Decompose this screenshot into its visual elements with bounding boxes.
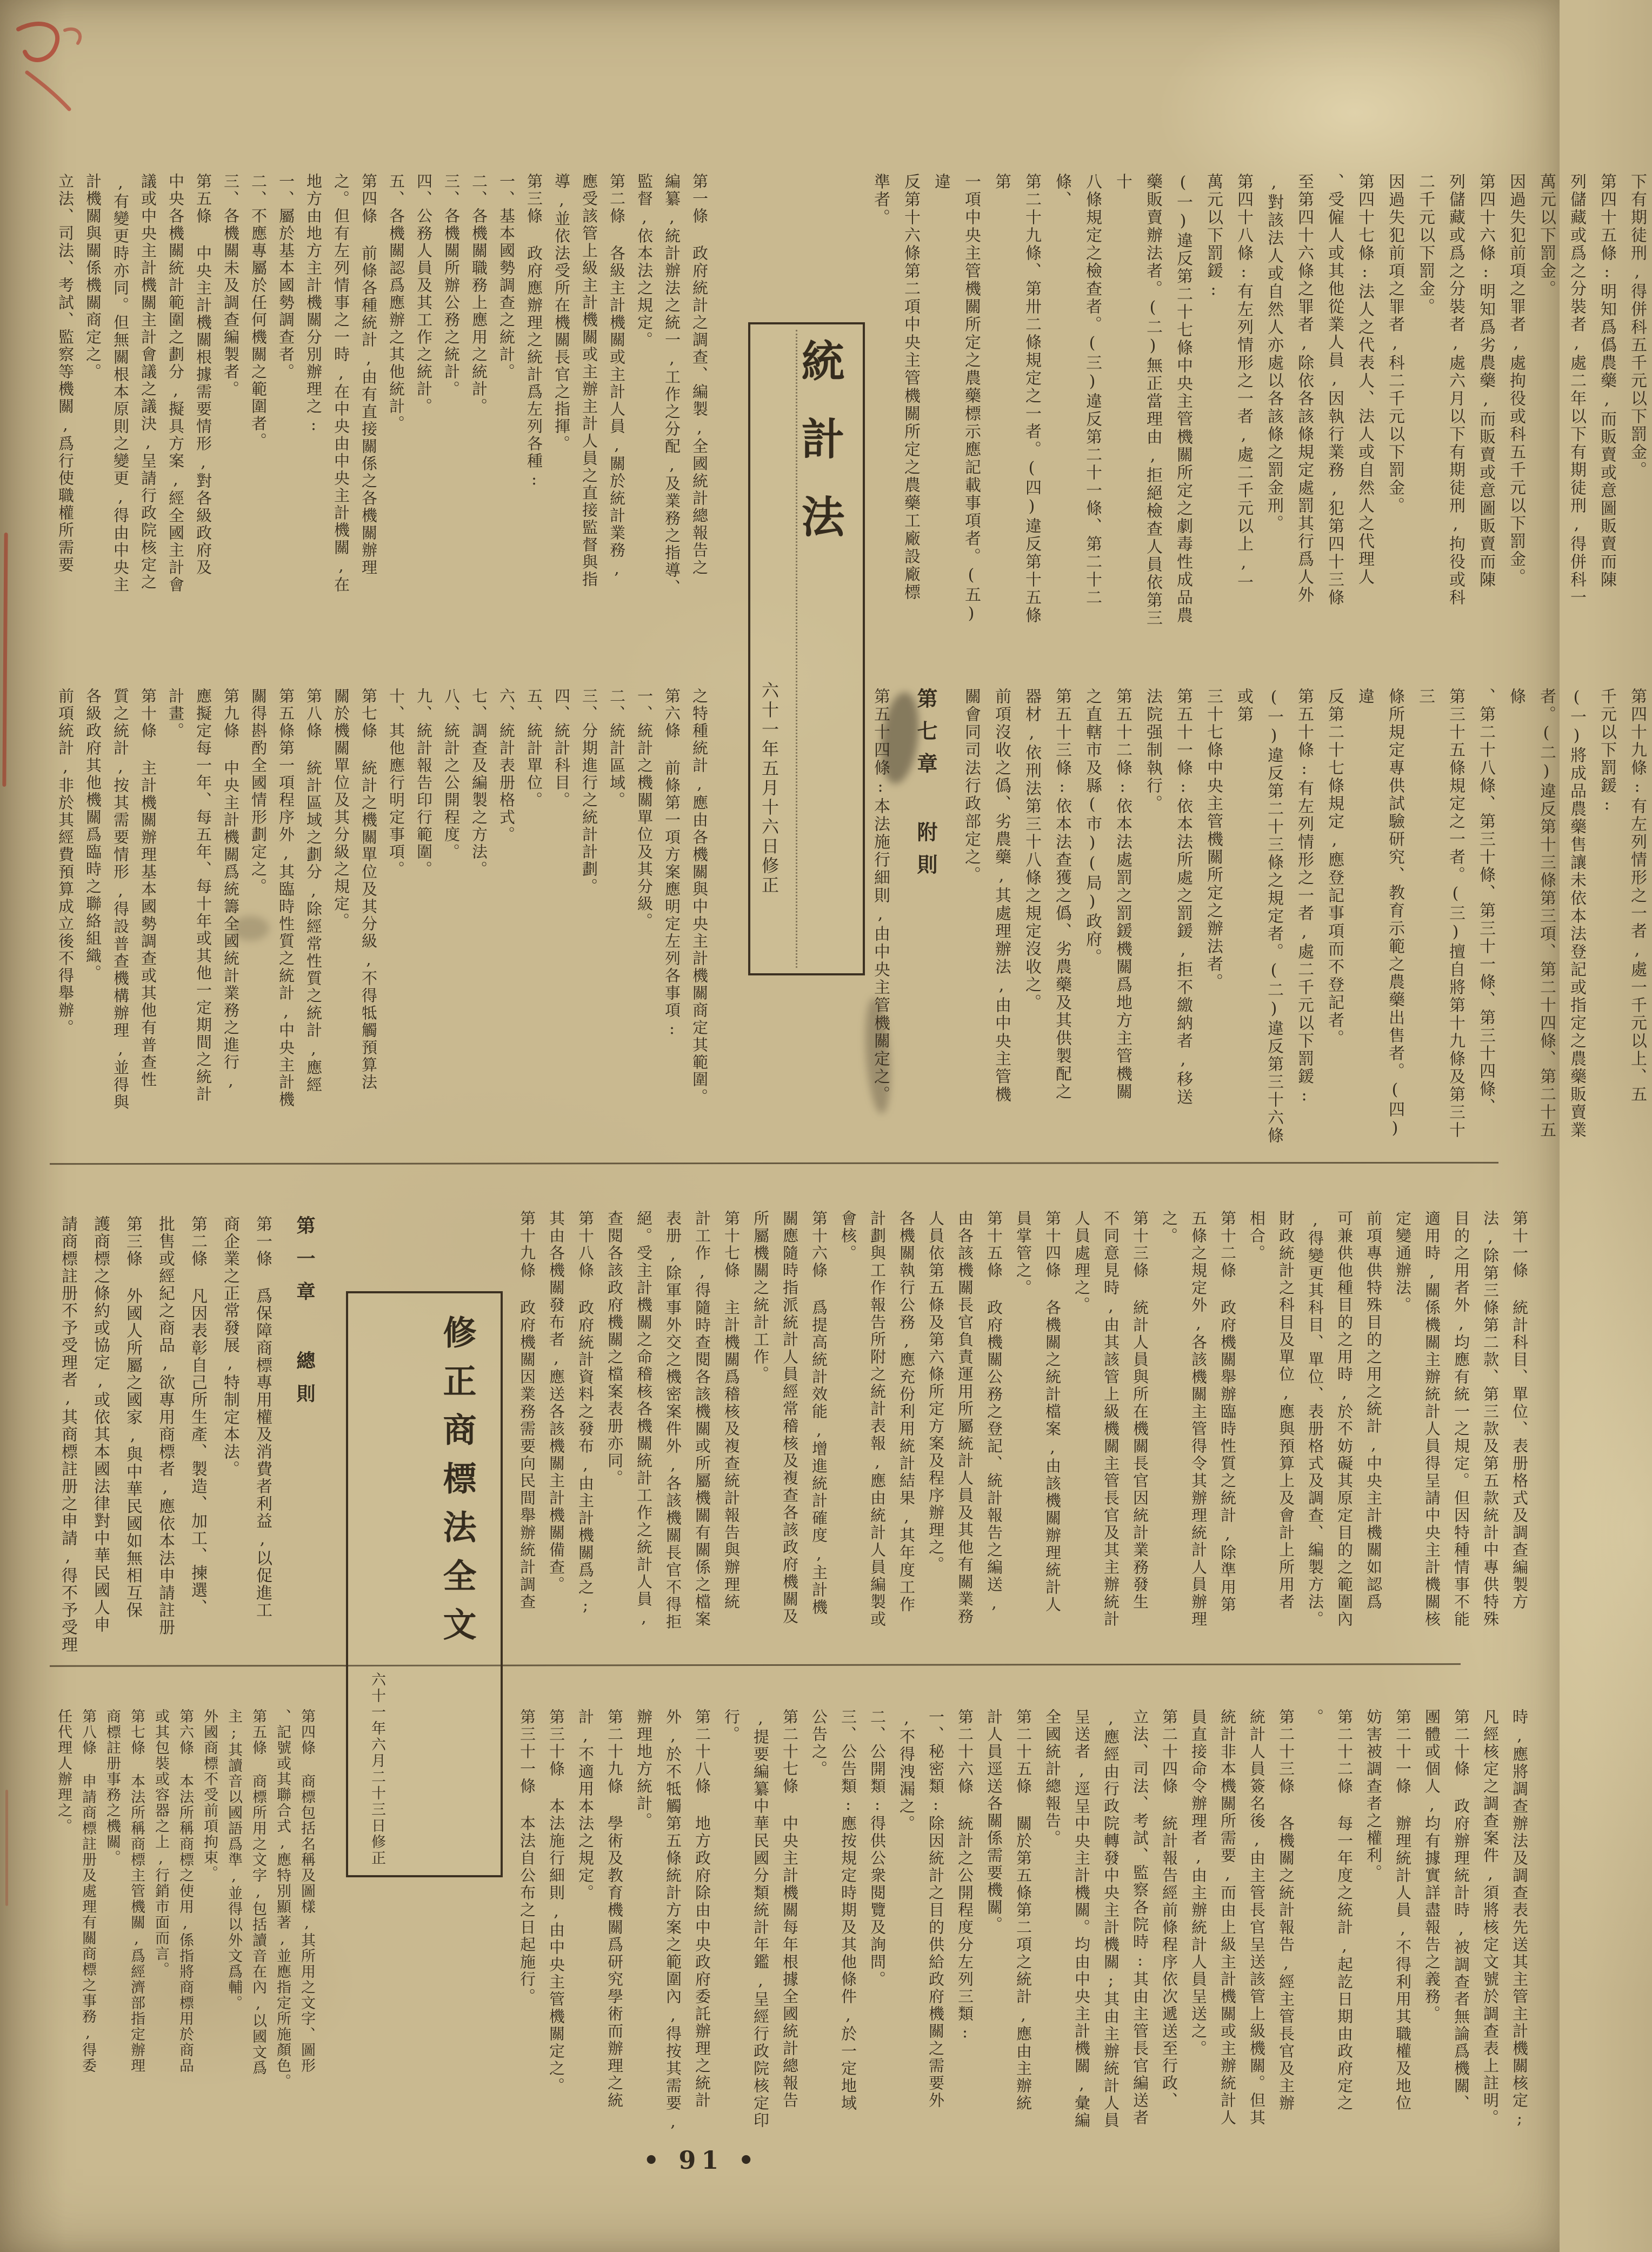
pesticide-law-column: 第五十四條:本法施行細則,由中央主管機關定之。 bbox=[871, 688, 890, 1104]
pesticide-law-column: 第五十一條:依本法所處之罰鍰,拒不繳納者,移送 bbox=[1174, 688, 1193, 1106]
pesticide-law-column: 第五十三條:依本法查獲之僞、劣農藥及其供製配之 bbox=[1053, 688, 1071, 1101]
red-pencil-margin-line bbox=[5, 1790, 8, 1906]
statistics-law-column: 議或中央主計機關主計會議之議決,呈請行政院核定之 bbox=[139, 173, 157, 591]
statistics-law-column: 行。 bbox=[722, 1709, 741, 1743]
statistics-law-column: 應受該管上級主計機關或主辦主計人員之直接監督與指 bbox=[580, 173, 598, 588]
statistics-law-column: 關於機關單位及其分級之規定。 bbox=[332, 688, 350, 930]
statistics-law-column: 五、各機關認爲應辦之其他統計。 bbox=[387, 173, 405, 433]
statistics-law-column: 第五條第一項程序外,其臨時性質之統計,中央主計機 bbox=[277, 688, 295, 1108]
statistics-law-column: 表册,除軍事外交之機密案件外,各該機關長官不得拒 bbox=[664, 1210, 682, 1631]
pesticide-law-column: 第四十七條:法人之代表人、法人或自然人之代理人 bbox=[1355, 173, 1374, 586]
statistics-law-column: 第十四條 各機關之統計檔案,由該機關辦理統計人 bbox=[1043, 1210, 1062, 1613]
statistics-law-column: 各級政府其他機關爲臨時之聯絡組織。 bbox=[84, 688, 102, 982]
statistics-law-column: 適用時,關係機關主辦統計人員得呈請中央主計機關核 bbox=[1423, 1210, 1441, 1628]
statistics-law-column: 統計人員簽名後,由主管長官呈送該管上級機關。但其 bbox=[1248, 1709, 1266, 2127]
statistics-law-column: 九、統計報告印行範圍。 bbox=[415, 688, 433, 878]
statistics-law-column: 立法、司法、考試、監察各院時:其由主管長官編送者 bbox=[1131, 1709, 1149, 2127]
trademark-law-text-strip-1 bbox=[51, 1215, 330, 1668]
statistics-law-column: 第十三條 統計人員與所在機關長官因統計業務發生 bbox=[1131, 1210, 1149, 1611]
statistics-law-column: 四、公務人員及其工作之統計。 bbox=[415, 173, 433, 415]
statistics-law-column: 第二十六條 統計之公開程度分左列三類: bbox=[956, 1709, 974, 2043]
pesticide-law-column: 第四十九條:有左列情形之一者,處一千元以上、五 bbox=[1628, 688, 1647, 1104]
pesticide-law-end-section bbox=[865, 173, 1647, 1152]
statistics-law-section-bottom bbox=[512, 1210, 1546, 2143]
trademark-law-column: 或其包裝或容器之上,行銷市面而言。 bbox=[152, 1709, 169, 1977]
pesticide-law-text-strip-2 bbox=[865, 688, 1652, 1152]
trademark-law-column: 第一條 爲保障商標專用權及消費者利益,以促進工 bbox=[253, 1215, 272, 1619]
statistics-law-column: 第十一條 統計科目、單位、表册格式及調查編製方 bbox=[1510, 1210, 1529, 1611]
statistics-law-column: 立法、司法、考試、監察等機關,爲行使職權所需要 bbox=[56, 173, 75, 574]
section-divider-rule bbox=[50, 1162, 1498, 1165]
pesticide-law-column: 第三十五條規定之一者。(三)擅自將第十九條及第三十三 bbox=[1416, 688, 1465, 1139]
pesticide-law-column: 關會同司法行政部定之。 bbox=[962, 688, 981, 884]
statistics-law-column: ,應經由行政院轉發中央主計機關;其由主辦統計人員 bbox=[1102, 1709, 1120, 2129]
statistics-law-column: 計工作,得隨時查閱各該機關或所屬機關有關係之檔案 bbox=[693, 1210, 711, 1628]
trademark-law-column: 主;其讀音以國語爲準,並得以外文爲輔。 bbox=[225, 1709, 242, 2011]
statistics-law-column: 第八條 統計區域之劃分,除經常性質之統計,應經 bbox=[304, 688, 323, 1094]
statistics-law-column: 妨害被調查者之權利。 bbox=[1364, 1709, 1383, 1882]
statistics-law-column: 六、統計表册格式。 bbox=[497, 688, 516, 843]
statistics-law-column: 第五條 中央主計機關根據需要情形,對各級政府及 bbox=[194, 173, 212, 576]
statistics-law-column: 一、統計之機關單位及其分級。 bbox=[635, 688, 654, 930]
statistics-law-column: 全國統計總報告。 bbox=[1043, 1709, 1062, 1847]
pesticide-law-column: (一)違反第二十七條中央主管機關所定之劇毒性成品農 bbox=[1174, 173, 1193, 625]
pesticide-law-column: 八條規定之檢查者。(三)違反第二十一條、第二十二條、 bbox=[1053, 173, 1102, 607]
statistics-law-column: 會核。 bbox=[839, 1210, 857, 1262]
statistics-law-text-strip-2 bbox=[51, 688, 713, 1152]
statistics-law-column: ,得變更其科目、單位、表册格式及調查、編製方法。 bbox=[1306, 1210, 1324, 1628]
pesticide-law-column: 第四十五條:明知爲僞農藥,而販賣或意圖販賣而陳 bbox=[1597, 173, 1616, 589]
statistics-law-column: 八、統計之公開程度。 bbox=[442, 688, 461, 861]
statistics-law-column: 五條之規定外,各該機關主管得令其辦理統計人員辦理 bbox=[1189, 1210, 1208, 1628]
pesticide-law-column: 二千元以下罰金。 bbox=[1416, 173, 1435, 316]
statistics-law-column: 前項專供特殊目的之用之統計,中央主計機關如認爲 bbox=[1364, 1210, 1383, 1611]
pesticide-law-column: (一)將成品農藥售讓未依本法登記或指定之農藥販賣業 bbox=[1567, 688, 1586, 1139]
statistics-law-column: 前項統計,非於其經費預算成立後不得舉辦。 bbox=[56, 688, 75, 1037]
statistics-law-column: 一、秘密類:除因統計之目的供給政府機關之需要外 bbox=[927, 1709, 945, 2109]
statistics-law-column: 第六條 前條第一項方案應明定左列各事項: bbox=[663, 688, 681, 1039]
pesticide-law-column: 列儲藏或爲之分裝者,處六月以下有期徒刑,拘役或科 bbox=[1446, 173, 1465, 607]
statistics-law-column: 第三十一條 本法自公布之日起施行。 bbox=[518, 1709, 536, 2005]
pesticide-law-column: 條所規定專供試驗研究、教育示範之農藥出售者。(四)違 bbox=[1355, 688, 1404, 1139]
trademark-law-column: 第五條 商標所用之文字,包括讀音在內,以國文爲 bbox=[250, 1709, 267, 2076]
trademark-law-title-box bbox=[346, 1291, 503, 1877]
pesticide-law-column: 準者。 bbox=[871, 173, 890, 227]
statistics-law-column: 凡經核定之調查案件,須將核定文號於調查表上註明。 bbox=[1481, 1709, 1500, 2127]
pesticide-law-column: 第二十九條、第卅二條規定之一者。(四)違反第十五條第 bbox=[992, 173, 1041, 625]
statistics-law-column: 第二十五條 關於第五條第二項之統計,應由主辦統 bbox=[1014, 1709, 1032, 2112]
statistics-law-column: 第七條 統計之機關單位及其分級,不得牴觸預算法 bbox=[359, 688, 378, 1091]
statistics-law-column: 公告之。 bbox=[810, 1709, 828, 1778]
pesticide-law-column: 千元以下罰鍰: bbox=[1597, 688, 1616, 815]
statistics-law-column: 呈送者,逕呈中央主計機關。均由中央主計機關,彙編 bbox=[1073, 1709, 1091, 2129]
statistics-law-column: 之特種統計,應由各機關與中央主計機關商定其範圍。 bbox=[690, 688, 709, 1106]
statistics-law-column: 之。但有左列情事之一時,在中央由中央主計機關,在 bbox=[332, 173, 350, 594]
statistics-law-column: 質之統計,按其需要情形,得設普查機構辦理,並得與 bbox=[111, 688, 130, 1111]
pesticide-law-column: 第四十六條:明知爲劣農藥,而販賣或意圖販賣而陳 bbox=[1476, 173, 1495, 589]
statistics-law-column: 一、屬於基本國勢調查者。 bbox=[277, 173, 295, 381]
trademark-law-column: 商標註册事務之機關。 bbox=[104, 1709, 121, 1865]
statistics-law-column: 二、公開類:得供公衆閱覽及詢問。 bbox=[868, 1709, 887, 1988]
statistics-law-column: 第二十條 政府辦理統計時,被調查者無論爲機關、 bbox=[1452, 1709, 1470, 2112]
statistics-law-column: 第十六條 爲提高統計效能,增進統計確度,主計機 bbox=[810, 1210, 828, 1616]
statistics-law-column: 第四條 前條各種統計,由有直接關係之各機關辦理 bbox=[359, 173, 378, 576]
statistics-law-column: 時,應將調查辦法及調查表先送其主管主計機關核定; bbox=[1510, 1709, 1529, 2129]
statistics-law-column: 相合。 bbox=[1248, 1210, 1266, 1262]
pesticide-law-column: 、第二十八條、第三十條、第三十一條、第三十四條、 bbox=[1476, 688, 1495, 1116]
statistics-law-column: 十、其他應行明定事項。 bbox=[387, 688, 405, 878]
statistics-law-column: 計人員逕送各關係需要機關。 bbox=[985, 1709, 1003, 1934]
statistics-law-column: 可兼供他種目的之用時,於不妨礙其原定目的之範圍內 bbox=[1335, 1210, 1354, 1628]
statistics-law-column: 由各該機關長官負責運用所屬統計人員及其他有關業務 bbox=[956, 1210, 974, 1625]
statistics-law-column: 第十條 主計機關辦理基本國勢調查或其他有普查性 bbox=[139, 688, 157, 1088]
statistics-law-column: 計畫。 bbox=[166, 688, 185, 740]
page-number: • 91 • bbox=[643, 2145, 760, 2175]
statistics-law-column: 第九條 中央主計機關爲統籌全國統計業務之進行, bbox=[222, 688, 240, 1091]
statistics-law-column: 三、分期進行之統計計劃。 bbox=[580, 688, 598, 895]
statistics-law-column: 所屬機關之統計工作。 bbox=[751, 1210, 770, 1383]
statistics-law-column: 計,不適用本法之規定。 bbox=[576, 1709, 595, 1902]
statistics-law-column: 編纂,統計辦法之統一,工作之分配,及業務之指導、 bbox=[663, 173, 681, 596]
pesticide-law-column: 器材,依刑法第三十八條之規定沒收之。 bbox=[1022, 688, 1041, 1012]
trademark-law-column: 批售或經紀之商品,欲專用商標者,應依本法申請註册 bbox=[156, 1215, 175, 1636]
statistics-law-column: 員直接命令辦理者,由主辦統計人員呈送之。 bbox=[1189, 1709, 1208, 2057]
pesticide-law-column: 反第二十七條規定,應登記事項而不登記者。 bbox=[1325, 688, 1344, 1047]
pesticide-law-column: 列儲藏或爲之分裝者,處二年以下有期徒刑,得併科一 bbox=[1567, 173, 1586, 607]
statistics-law-column: 二、統計區域。 bbox=[608, 688, 626, 809]
statistics-law-text-strip-1 bbox=[51, 173, 713, 638]
trademark-law-column: 外國商標不受前項拘束。 bbox=[201, 1709, 218, 1881]
statistics-law-title: 統計法 bbox=[794, 338, 845, 572]
statistics-law-column: 計機關與關係機關商定之。 bbox=[84, 173, 102, 381]
pesticide-law-column: 至第四十六條之罪者,除依各該條規定處罰其行爲人外 bbox=[1295, 173, 1314, 604]
statistics-law-column: 第二十四條 統計報告經前條程序依次遞送至行政、 bbox=[1160, 1709, 1178, 2109]
statistics-law-column: 絕。受主計機關之命稽核各機關統計工作之統計人員, bbox=[635, 1210, 653, 1628]
pesticide-law-column: 萬元以下罰金。 bbox=[1537, 173, 1556, 298]
pesticide-law-column: 、受僱人或其他從業人員,因執行業務,犯第四十三條 bbox=[1325, 173, 1344, 607]
statistics-law-column: 員掌管之。 bbox=[1014, 1210, 1032, 1297]
statistics-law-amendment-date: 六十一年五月十六日修正 bbox=[759, 681, 780, 895]
statistics-law-column: 二、不應專屬於任何機關之範圍者。 bbox=[249, 173, 268, 450]
statistics-law-column: 定變通辦法。 bbox=[1394, 1210, 1412, 1314]
statistics-law-column: 第一條 政府統計之調查、編製,全國統計總報告之 bbox=[690, 173, 709, 576]
statistics-law-column: 監督,依本法之規定。 bbox=[635, 173, 654, 349]
statistics-law-column: 法,除第三條第二款、第三款及第五款統計中專供特殊 bbox=[1481, 1210, 1500, 1628]
statistics-law-column: 第十八條 政府統計資料之發布,由主計機關爲之; bbox=[576, 1210, 595, 1616]
statistics-law-column: ,有變更時亦同。但無關根本原則之變更,得由中央主 bbox=[111, 173, 130, 594]
trademark-law-column: 任代理人辦理之。 bbox=[55, 1709, 72, 1834]
statistics-law-column: 查閱各該政府機關之檔案表册亦同。 bbox=[605, 1210, 624, 1487]
trademark-law-column: 第三條 外國人所屬之國家,與中華民國如無相互保 bbox=[123, 1215, 142, 1619]
statistics-law-column: 二、各機關職務上應用之統計。 bbox=[470, 173, 488, 415]
statistics-law-column: 地方由地方主計機關分別辦理之: bbox=[304, 173, 323, 435]
pesticide-law-column: 藥販賣辦法者。(二)無正當理由,拒絕檢查人員依第三十 bbox=[1113, 173, 1162, 627]
pesticide-law-column: 第五十二條:依本法處罰之罰鍰機關爲地方主管機關 bbox=[1113, 688, 1132, 1101]
statistics-law-column: 三、公告類:應按規定時期及其他條件,於一定地域 bbox=[839, 1709, 857, 2112]
statistics-law-column: 導,並依法受所在機關長官之指揮。 bbox=[552, 173, 571, 453]
statistics-law-column: 應擬定每一年、每五年、每十年或其他一定期間之統計 bbox=[194, 688, 212, 1103]
statistics-law-column: 第十九條 政府機關因業務需要向民間舉辦統計調查 bbox=[518, 1210, 536, 1611]
statistics-law-column: ,提要編纂中華民國分類統計年鑑,呈經行政院核定印 bbox=[751, 1709, 770, 2129]
trademark-law-amendment-date: 六十一年六月二十三日修正 bbox=[369, 1672, 385, 1866]
pesticide-law-column: 萬元以下罰鍰: bbox=[1204, 173, 1223, 301]
statistics-law-column: 各機關執行公務,應充份利用統計結果,其年度工作 bbox=[897, 1210, 916, 1613]
trademark-law-column: 第七條 本法所稱商標主管機關,爲經濟部指定辦理 bbox=[128, 1709, 145, 2074]
pesticide-law-column: 三十七條中央主管機關所定之辦法者。 bbox=[1204, 688, 1223, 991]
trademark-law-section bbox=[51, 1215, 324, 2143]
chapter-heading-general-provisions: 第一章 總則 bbox=[294, 1215, 316, 1417]
statistics-law-column: 第二十一條 辦理統計人員,不得利用其職權及地位 bbox=[1394, 1709, 1412, 2112]
statistics-law-column: 五、統計單位。 bbox=[525, 688, 543, 809]
pesticide-law-column: 因過失犯前項之罪者,處拘役或科五千元以下罰金。 bbox=[1507, 173, 1526, 586]
pesticide-law-column: 第四十八條:有左列情形之一者,處二千元以上,一 bbox=[1234, 173, 1253, 592]
statistics-law-column: 第三條 政府應辦理之統計爲左列各種: bbox=[525, 173, 543, 490]
statistics-law-column: 統計非本機關所需要,而由上級主計機關或主辦統計人 bbox=[1218, 1709, 1237, 2127]
pesticide-law-column: 因過失犯前項之罪者,科二千元以下罰金。 bbox=[1385, 173, 1404, 515]
statistics-law-column: 第二十三條 各機關之統計報告,經主管長官及主辦 bbox=[1277, 1709, 1295, 2112]
pesticide-law-column: (一)違反第二十三條之規定者。(二)違反第三十六條或第 bbox=[1234, 688, 1283, 1145]
trademark-law-column: 第二條 凡因表彰自己所生產、製造、加工、揀選、 bbox=[188, 1215, 207, 1616]
statistics-law-section-top bbox=[51, 173, 724, 1152]
statistics-law-column: 七、調查及編製之方法。 bbox=[470, 688, 488, 878]
statistics-law-column: 第十五條 政府機關公務之登記、統計報告之編送, bbox=[985, 1210, 1003, 1613]
trademark-law-column: 請商標註册不予受理者,其商標註册之申請,得不予受理 bbox=[58, 1215, 77, 1653]
statistics-law-column: 人員處理之。 bbox=[1073, 1210, 1091, 1314]
statistics-law-column: 第二十九條 學術及教育機關爲研究學術而辦理之統 bbox=[605, 1709, 624, 2109]
statistics-law-column: 關得斟酌全國情形劃定之。 bbox=[249, 688, 268, 895]
chapter-heading-supplementary-provisions: 第七章 附則 bbox=[914, 688, 938, 886]
statistics-law-column: 之。 bbox=[1160, 1210, 1178, 1245]
trademark-law-text-strip-2 bbox=[51, 1709, 319, 2141]
red-pencil-scribble bbox=[9, 14, 95, 122]
statistics-law-column: 外,於不牴觸第五條統計方案之範圍內,得按其需要, bbox=[664, 1709, 682, 2132]
statistics-law-column: 第二十八條 地方政府除由中央政府委託辦理之統計 bbox=[693, 1709, 711, 2109]
trademark-law-column: 第四條 商標包括名稱及圖樣,其所用之文字、圖形 bbox=[298, 1709, 315, 2074]
statistics-law-column: 團體或個人,均有據實詳盡報告之義務。 bbox=[1423, 1709, 1441, 2023]
statistics-law-column: 第二十二條 每一年度之統計,起訖日期由政府定之 bbox=[1335, 1709, 1354, 2112]
statistics-law-text-strip-4 bbox=[512, 1709, 1534, 2144]
statistics-law-column: 其由各機關發布者,應送各該機關主計機關備查。 bbox=[547, 1210, 565, 1593]
pesticide-law-column: 法院强制執行。 bbox=[1143, 688, 1162, 813]
statistics-law-column: 四、統計科目。 bbox=[552, 688, 571, 809]
red-pencil-margin-line bbox=[2, 533, 8, 787]
trademark-law-title: 修正商標法全文 bbox=[437, 1315, 477, 1656]
pesticide-law-column: 下有期徒刑,得併科五千元以下罰金。 bbox=[1628, 173, 1647, 479]
statistics-law-title-box bbox=[748, 322, 865, 975]
statistics-law-column: 三、各機關所辦公務之統計。 bbox=[442, 173, 461, 398]
statistics-law-column: 第十七條 主計機關爲稽核及複查統計報告與辦理統 bbox=[722, 1210, 741, 1611]
pesticide-law-column: 之直轄市及縣(市)(局)政府。 bbox=[1083, 688, 1102, 966]
statistics-law-column: 財政統計之科目及單位,應與預算上及會計上所用者 bbox=[1277, 1210, 1295, 1611]
statistics-law-column: ,不得洩漏之。 bbox=[897, 1709, 916, 1832]
pesticide-law-column: 前項沒收之僞、劣農藥,其處理辦法,由中央主管機 bbox=[992, 688, 1011, 1104]
statistics-law-column: 不同意見時,由其該管上級機關主管長官及其主辦統計 bbox=[1102, 1210, 1120, 1628]
statistics-law-text-strip-3 bbox=[512, 1210, 1534, 1662]
pesticide-law-column: ,對該法人或自然人亦處以各該條之罰金刑。 bbox=[1264, 173, 1283, 533]
trademark-law-column: 、記號或其聯合式,應特別顯著,並應指定所施顏色。 bbox=[274, 1709, 291, 2089]
pesticide-law-column: 者。(二)違反第十三條第三項、第二十四條、第二十五條 bbox=[1507, 688, 1556, 1139]
statistics-law-column: 第三十條 本法施行細則,由中央主管機關定之。 bbox=[547, 1709, 565, 2095]
statistics-law-column: 。 bbox=[1306, 1709, 1324, 1726]
statistics-law-column: 計劃與工作報告所附之統計表報,應由統計人員編製或 bbox=[868, 1210, 887, 1628]
pesticide-law-text-strip-1 bbox=[865, 173, 1652, 638]
statistics-law-column: 三、各機關未及調查編製者。 bbox=[222, 173, 240, 398]
statistics-law-column: 關應隨時指派統計人員經常稽核及複查各該政府機關及 bbox=[781, 1210, 799, 1625]
trademark-law-column: 第六條 本法所稱商標之使用,係指將商標用於商品 bbox=[177, 1709, 194, 2074]
statistics-law-column: 目的之用者外,均應有統一之規定。但因特種情事不能 bbox=[1452, 1210, 1470, 1628]
statistics-law-column: 辦理地方統計。 bbox=[635, 1709, 653, 1830]
statistics-law-column: 第二條 各級主計機關或主計人員,關於統計業務, bbox=[608, 173, 626, 579]
statistics-law-column: 一、基本國勢調查之統計。 bbox=[497, 173, 516, 381]
trademark-law-column: 第八條 申請商標註册及處理有關商標之事務,得委 bbox=[79, 1709, 96, 2074]
statistics-law-column: 第十二條 政府機關舉辦臨時性質之統計,除準用第 bbox=[1218, 1210, 1237, 1613]
statistics-law-column: 人員依第五條及第六條所定方案及程序辦理之。 bbox=[927, 1210, 945, 1573]
trademark-law-column: 商企業之正常發展,特制定本法。 bbox=[221, 1215, 239, 1478]
trademark-law-column: 護商標之條約或協定,或依其本國法律對中華民國人申 bbox=[91, 1215, 110, 1633]
statistics-law-column: 中央各機關統計範圍之劃分,擬具方案,經全國主計會 bbox=[166, 173, 185, 594]
statistics-law-column: 第二十七條 中央主計機關每年根據全國統計總報告 bbox=[781, 1709, 799, 2109]
pesticide-law-column: 一項中央主管機關所定之農藥標示應記載事項者。(五)違 bbox=[931, 173, 981, 625]
pesticide-law-column: 第五十條:有左列情形之一者,處二千元以下罰鍰: bbox=[1295, 688, 1314, 1106]
pesticide-law-column: 反第十六條第二項中央主管機關所定之農藥工廠設廠標 bbox=[901, 173, 920, 601]
